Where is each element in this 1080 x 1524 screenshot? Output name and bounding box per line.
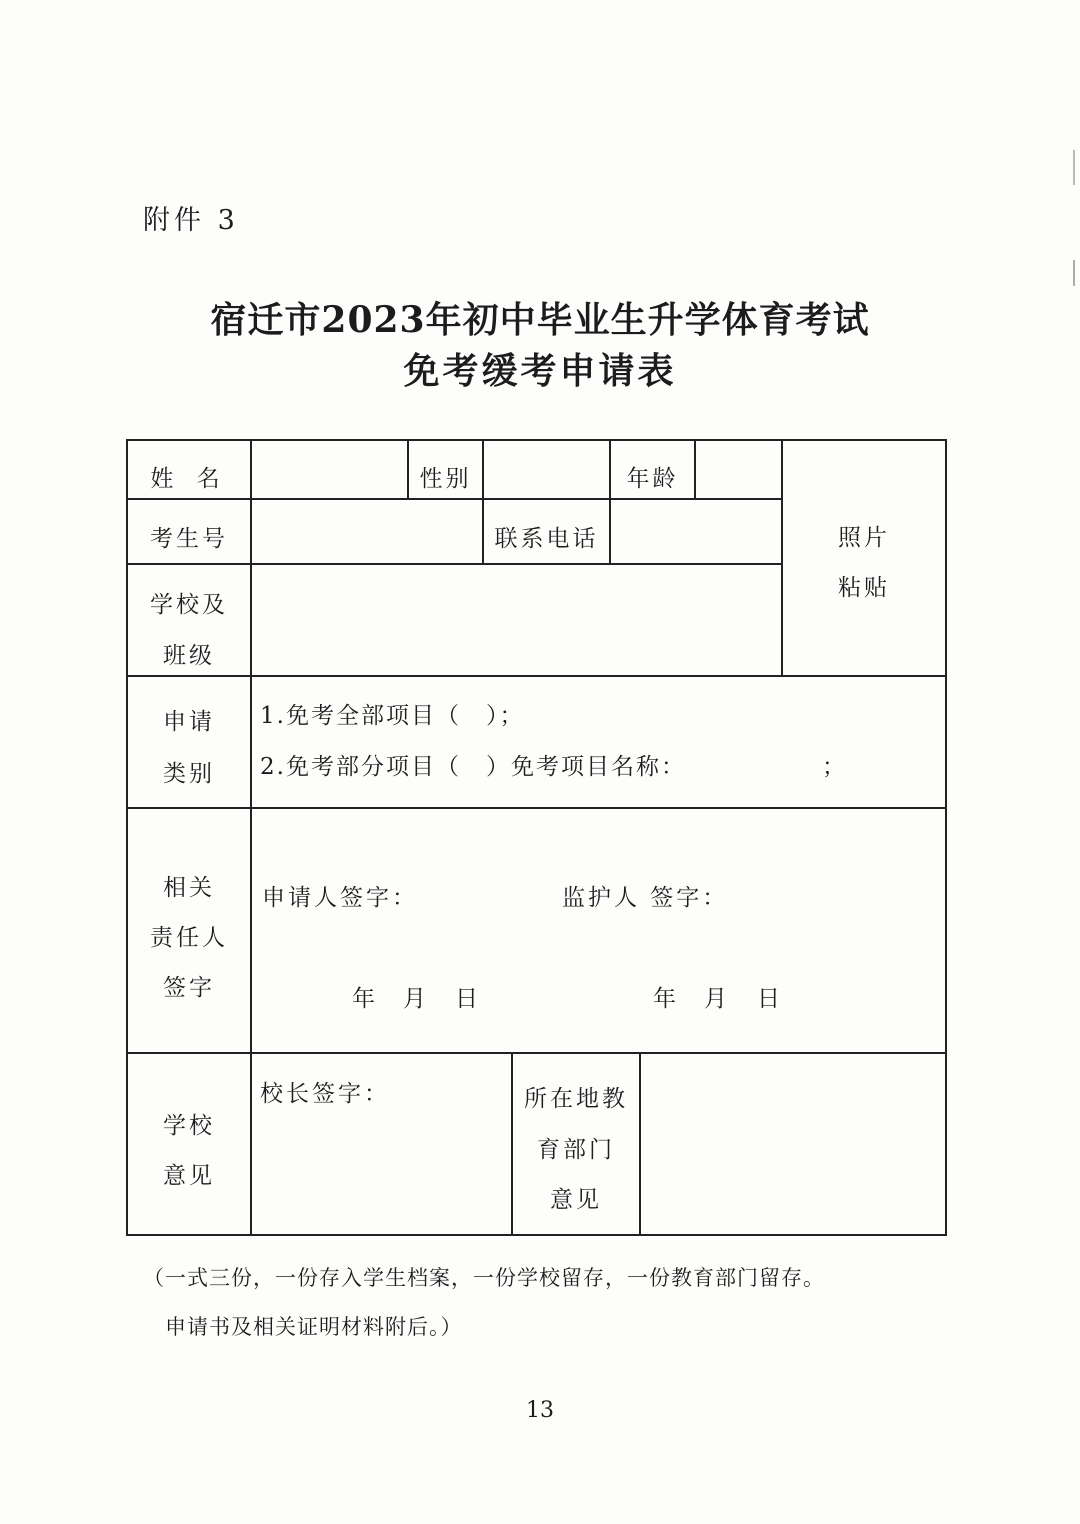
exam-number-field[interactable]	[254, 528, 479, 552]
exempt-partial-end: ；	[822, 754, 848, 780]
phone-label: 联系电话	[494, 526, 599, 552]
guardian-date-year: 年	[653, 986, 679, 1012]
scan-margin-mark	[1073, 150, 1075, 185]
edu-dept-opinion-field[interactable]	[643, 1058, 941, 1228]
page-number: 13	[526, 1398, 554, 1423]
column-rule	[781, 439, 783, 677]
school-class-label: 学校及	[150, 592, 228, 618]
scan-margin-mark	[1073, 260, 1075, 286]
age-label: 年龄	[626, 466, 679, 492]
applicant-date-year: 年	[352, 986, 378, 1012]
applicant-date-month: 月	[403, 986, 429, 1012]
edu-dept-label-line3: 意见	[550, 1187, 602, 1213]
exam-number-label: 考生号	[150, 526, 228, 552]
gender-field[interactable]	[486, 468, 606, 492]
row-rule	[126, 498, 783, 500]
applicant-signature-label[interactable]: 申请人签字：	[262, 885, 418, 911]
exempt-all-option[interactable]: 1.免考全部项目（ ）；	[260, 703, 525, 729]
name-label: 姓 名	[150, 466, 228, 492]
responsible-label-line2: 责任人	[150, 925, 228, 951]
photo-label: 照片	[838, 525, 890, 551]
column-rule	[250, 439, 252, 1236]
row-rule	[126, 675, 947, 677]
form-title: 宿迁市2023年初中毕业生升学体育考试	[210, 299, 870, 341]
table-border-bottom	[126, 1234, 947, 1236]
school-class-label-line2: 班级	[163, 643, 215, 669]
form-subtitle: 免考缓考申请表	[403, 350, 677, 392]
table-border-top	[126, 439, 947, 441]
school-class-field[interactable]	[254, 600, 778, 660]
responsible-label-line3: 签字	[163, 975, 215, 1001]
table-border-right	[945, 439, 947, 1236]
guardian-date-month: 月	[704, 986, 730, 1012]
phone-field[interactable]	[613, 528, 778, 552]
column-rule	[694, 439, 696, 500]
applicant-date-day: 日	[455, 986, 481, 1012]
category-label: 申请	[163, 709, 215, 735]
annex-label: 附件 3	[143, 205, 239, 236]
school-opinion-label-line2: 意见	[163, 1163, 215, 1189]
edu-dept-label: 所在地教	[524, 1086, 628, 1112]
row-rule	[126, 807, 947, 809]
responsible-label: 相关	[163, 875, 215, 901]
guardian-signature-label[interactable]: 监护人 签字：	[562, 885, 729, 911]
row-rule	[126, 1052, 947, 1054]
column-rule	[639, 1052, 641, 1236]
copies-note: （一式三份，一份存入学生档案，一份学校留存，一份教育部门留存。	[143, 1266, 825, 1290]
category-label-line2: 类别	[163, 761, 215, 787]
row-rule	[126, 563, 783, 565]
exempt-partial-option[interactable]: 2.免考部分项目（ ）免考项目名称：	[260, 754, 686, 780]
photo-label-paste: 粘贴	[838, 575, 890, 601]
gender-label: 性别	[419, 466, 472, 492]
guardian-date-day: 日	[757, 986, 783, 1012]
age-field[interactable]	[697, 468, 779, 492]
column-rule	[609, 439, 611, 565]
attachments-note: 申请书及相关证明材料附后。）	[165, 1315, 463, 1339]
principal-signature-label[interactable]: 校长签字：	[260, 1081, 390, 1107]
name-field[interactable]	[254, 468, 404, 492]
edu-dept-label-line2: 育部门	[537, 1137, 615, 1163]
school-opinion-label: 学校	[163, 1113, 215, 1139]
